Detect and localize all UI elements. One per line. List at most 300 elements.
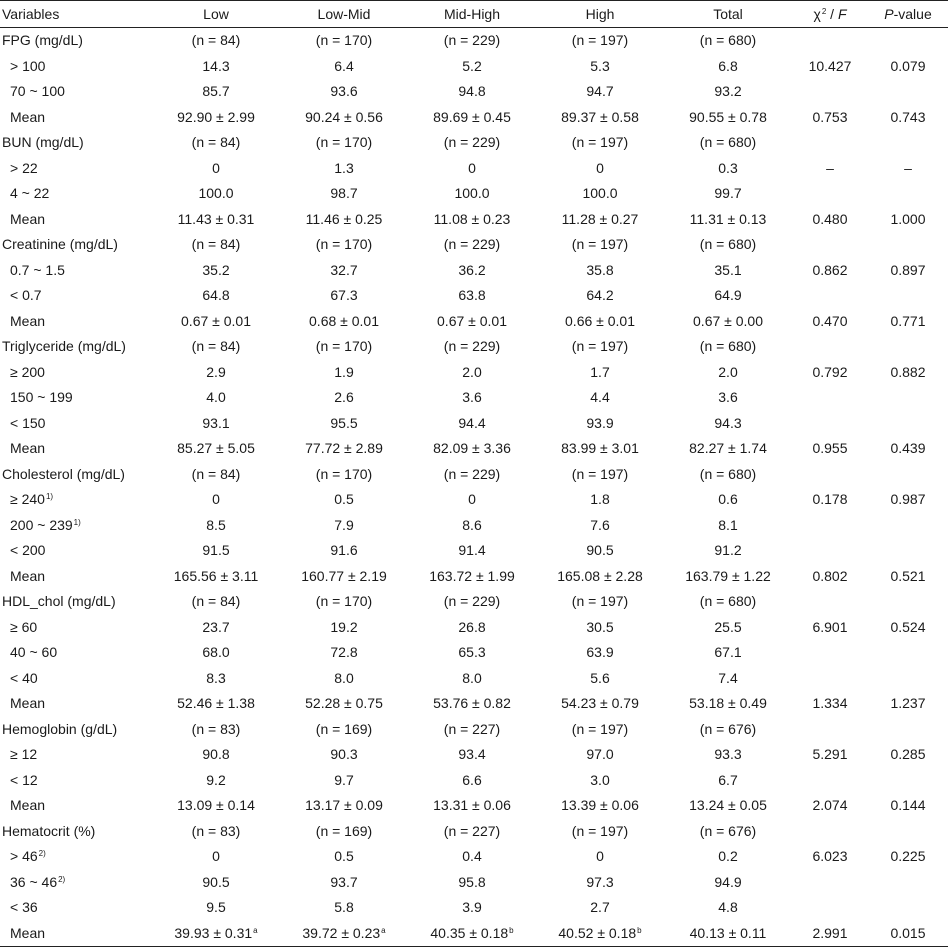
cell-total (664, 614, 792, 640)
cell-low (152, 614, 280, 640)
row-label-text: 4 ~ 22 (10, 185, 50, 202)
row-sublabel (0, 512, 152, 538)
cell-high (536, 665, 664, 691)
cell-value: 0.882 (890, 363, 926, 380)
cell-value: 6.901 (812, 618, 848, 635)
cell-value: 160.77 ± 2.19 (301, 567, 387, 584)
cell-value: (n = 170) (315, 134, 373, 151)
table-row (0, 257, 948, 283)
cell-value: (n = 170) (315, 32, 373, 49)
cell-value: 8.6 (462, 516, 482, 533)
row-label-text: HDL_chol (mg/dL) (2, 593, 116, 610)
cell-total (664, 257, 792, 283)
cell-value: 0.144 (890, 797, 926, 814)
header-mid-high: Mid-High (408, 1, 536, 28)
row-variable-label (0, 334, 152, 360)
cell-value: 63.8 (458, 287, 486, 304)
table-row (0, 334, 948, 360)
cell-total (664, 563, 792, 589)
cell-value: (n = 197) (571, 338, 629, 355)
cell-value: (n = 84) (191, 236, 241, 253)
cell-mid-high (408, 385, 536, 411)
cell-total (664, 436, 792, 462)
cell-value: 0 (212, 159, 220, 176)
cell-high (536, 742, 664, 768)
cell-total (664, 104, 792, 130)
header-chi-square-f (792, 1, 868, 28)
cell-value: (n = 83) (191, 822, 241, 839)
cell-chi-square-f (792, 691, 868, 717)
row-sublabel (0, 538, 152, 564)
cell-mid-high (408, 767, 536, 793)
table-row (0, 359, 948, 385)
cell-value: 2.7 (590, 899, 610, 916)
cell-high (536, 79, 664, 105)
cell-value: 7.9 (334, 516, 354, 533)
row-label-text: Mean (10, 210, 46, 227)
cell-low (152, 461, 280, 487)
cell-high (536, 920, 664, 946)
cell-value: 52.28 ± 0.75 (305, 695, 383, 712)
cell-low-mid (280, 920, 408, 946)
row-variable-label (0, 461, 152, 487)
row-label-text: < 150 (10, 414, 46, 431)
cell-value: 11.43 ± 0.31 (177, 210, 255, 227)
cell-total (664, 665, 792, 691)
cell-low-mid (280, 206, 408, 232)
cell-low (152, 410, 280, 436)
cell-value: 39.72 ± 0.23 (302, 924, 381, 941)
cell-high (536, 869, 664, 895)
cell-value: (n = 169) (315, 720, 373, 737)
cell-value: 100.0 (454, 185, 490, 202)
cell-value: 2.074 (812, 797, 848, 814)
cell-value: 2.9 (206, 363, 226, 380)
cell-total (664, 206, 792, 232)
cell-chi-square-f (792, 818, 868, 844)
cell-p-value (868, 436, 948, 462)
cell-value: 11.46 ± 0.25 (305, 210, 383, 227)
cell-total (664, 27, 792, 53)
row-label-text: 36 ~ 46 (10, 873, 58, 890)
cell-low (152, 665, 280, 691)
cell-chi-square-f (792, 181, 868, 207)
cell-total (664, 589, 792, 615)
table-row (0, 538, 948, 564)
cell-low (152, 920, 280, 946)
cell-low-mid (280, 487, 408, 513)
cell-mid-high (408, 53, 536, 79)
cell-high (536, 410, 664, 436)
table-row (0, 104, 948, 130)
cell-value: (n = 676) (699, 720, 757, 737)
table-row (0, 436, 948, 462)
cell-value: 100.0 (198, 185, 234, 202)
table-row (0, 155, 948, 181)
table-row (0, 385, 948, 411)
cell-high (536, 716, 664, 742)
cell-value: 14.3 (202, 57, 230, 74)
cell-chi-square-f (792, 27, 868, 53)
cell-low-mid (280, 869, 408, 895)
cell-value: 3.9 (462, 899, 482, 916)
cell-chi-square-f (792, 563, 868, 589)
chi-superscript: 2 (821, 6, 827, 16)
row-label-text: 40 ~ 60 (10, 644, 58, 661)
cell-value: 13.09 ± 0.14 (177, 797, 255, 814)
cell-p-value (868, 512, 948, 538)
cell-value: (n = 227) (443, 822, 501, 839)
cell-low (152, 308, 280, 334)
cell-value: 54.23 ± 0.79 (561, 695, 639, 712)
table-row (0, 410, 948, 436)
row-label-text: ≥ 12 (10, 746, 38, 763)
cell-p-value (868, 130, 948, 156)
cell-chi-square-f (792, 461, 868, 487)
table-row (0, 869, 948, 895)
cell-value: 0.524 (890, 618, 926, 635)
row-label-text: Hematocrit (%) (2, 822, 96, 839)
cell-low-mid (280, 538, 408, 564)
cell-value: 0.6 (718, 491, 738, 508)
cell-value: 90.8 (202, 746, 230, 763)
cell-value: 52.46 ± 1.38 (177, 695, 255, 712)
cell-value: (n = 676) (699, 822, 757, 839)
cell-value: 93.9 (586, 414, 614, 431)
cell-mid-high (408, 742, 536, 768)
cell-value: 90.55 ± 0.78 (689, 108, 767, 125)
cell-total (664, 232, 792, 258)
cell-value: 6.6 (462, 771, 482, 788)
cell-total (664, 844, 792, 870)
cell-value: 5.6 (590, 669, 610, 686)
cell-value: 0.67 ± 0.00 (693, 312, 763, 329)
cell-value: (n = 229) (443, 32, 501, 49)
cell-low-mid (280, 691, 408, 717)
cell-chi-square-f (792, 512, 868, 538)
p-italic: P (884, 5, 894, 22)
row-variable-label (0, 818, 152, 844)
cell-total (664, 895, 792, 921)
row-label-text: 150 ~ 199 (10, 389, 73, 406)
cell-value: 0 (596, 159, 604, 176)
cell-low-mid (280, 614, 408, 640)
cell-value: (n = 227) (443, 720, 501, 737)
cell-mid-high (408, 206, 536, 232)
cell-high (536, 538, 664, 564)
cell-value: 36.2 (458, 261, 486, 278)
row-label-text: Creatinine (mg/dL) (2, 236, 118, 253)
cell-chi-square-f (792, 359, 868, 385)
cell-value: 32.7 (330, 261, 358, 278)
cell-value: 83.99 ± 3.01 (561, 440, 639, 457)
header-total: Total (664, 1, 792, 28)
cell-total (664, 53, 792, 79)
cell-p-value (868, 614, 948, 640)
cell-p-value (868, 283, 948, 309)
row-sublabel (0, 665, 152, 691)
cell-chi-square-f (792, 538, 868, 564)
table-row (0, 742, 948, 768)
cell-value: 5.2 (462, 57, 482, 74)
cell-value: 13.39 ± 0.06 (561, 797, 639, 814)
row-label-text: Triglyceride (mg/dL) (2, 338, 126, 355)
cell-low (152, 206, 280, 232)
cell-value: (n = 229) (443, 465, 501, 482)
cell-value: 0.480 (812, 210, 848, 227)
table-body (0, 27, 948, 946)
cell-low (152, 104, 280, 130)
table-row (0, 640, 948, 666)
table-row (0, 79, 948, 105)
cell-value: 11.31 ± 0.13 (689, 210, 767, 227)
cell-mid-high (408, 793, 536, 819)
cell-mid-high (408, 920, 536, 946)
table-row (0, 691, 948, 717)
cell-value: 23.7 (202, 618, 230, 635)
cell-value: (n = 197) (571, 822, 629, 839)
cell-value: (n = 197) (571, 134, 629, 151)
cell-total (664, 461, 792, 487)
cell-mid-high (408, 27, 536, 53)
cell-chi-square-f (792, 53, 868, 79)
cell-total (664, 640, 792, 666)
cell-low (152, 487, 280, 513)
cell-p-value (868, 742, 948, 768)
cell-value: 72.8 (330, 644, 358, 661)
cell-low (152, 716, 280, 742)
cell-low (152, 79, 280, 105)
table-row (0, 27, 948, 53)
cell-value: 163.79 ± 1.22 (685, 567, 771, 584)
cell-low (152, 27, 280, 53)
cell-low (152, 767, 280, 793)
cell-p-value (868, 716, 948, 742)
cell-value: 13.24 ± 0.05 (689, 797, 767, 814)
row-sublabel (0, 742, 152, 768)
cell-value: 5.8 (334, 899, 354, 916)
row-label-text: Cholesterol (mg/dL) (2, 465, 125, 482)
cell-value: 0 (468, 491, 476, 508)
cell-value: 91.6 (330, 542, 358, 559)
cell-value: 93.4 (458, 746, 486, 763)
cell-value: 95.8 (458, 873, 486, 890)
cell-value: 40.35 ± 0.18 (430, 924, 509, 941)
header-p-value (868, 1, 948, 28)
row-label-text: ≥ 60 (10, 618, 38, 635)
row-label-text: 0.7 ~ 1.5 (10, 261, 65, 278)
row-sublabel (0, 691, 152, 717)
cell-high (536, 563, 664, 589)
significance-marker: a (381, 925, 386, 935)
cell-value: 0.3 (718, 159, 738, 176)
cell-p-value (868, 869, 948, 895)
cell-low-mid (280, 79, 408, 105)
row-sublabel (0, 895, 152, 921)
significance-marker: b (509, 925, 514, 935)
row-variable-label (0, 716, 152, 742)
cell-value: 26.8 (458, 618, 486, 635)
cell-high (536, 895, 664, 921)
cell-low (152, 742, 280, 768)
cell-value: 4.4 (590, 389, 610, 406)
cell-mid-high (408, 181, 536, 207)
cell-value: (n = 680) (699, 134, 757, 151)
cell-value: 9.7 (334, 771, 354, 788)
row-sublabel (0, 104, 152, 130)
cell-value: (n = 84) (191, 465, 241, 482)
cell-high (536, 232, 664, 258)
cell-value: 8.1 (718, 516, 738, 533)
cell-mid-high (408, 895, 536, 921)
cell-mid-high (408, 640, 536, 666)
cell-low-mid (280, 181, 408, 207)
cell-total (664, 359, 792, 385)
cell-value: 82.27 ± 1.74 (689, 440, 767, 457)
row-label-text: FPG (mg/dL) (2, 32, 83, 49)
row-sublabel (0, 614, 152, 640)
cell-high (536, 844, 664, 870)
cell-value: (n = 680) (699, 338, 757, 355)
cell-mid-high (408, 410, 536, 436)
cell-total (664, 308, 792, 334)
cell-low (152, 130, 280, 156)
cell-value: 95.5 (330, 414, 358, 431)
significance-marker: a (253, 925, 258, 935)
cell-high (536, 181, 664, 207)
table-row (0, 563, 948, 589)
cell-high (536, 589, 664, 615)
cell-low (152, 793, 280, 819)
cell-value: 7.6 (590, 516, 610, 533)
cell-total (664, 410, 792, 436)
cell-value: 6.4 (334, 57, 354, 74)
cell-p-value (868, 767, 948, 793)
table-row (0, 716, 948, 742)
cell-p-value (868, 640, 948, 666)
cell-value: 0.68 ± 0.01 (309, 312, 379, 329)
row-label-text: < 12 (10, 771, 38, 788)
cell-mid-high (408, 155, 536, 181)
cell-value: 0.178 (812, 491, 848, 508)
cell-total (664, 283, 792, 309)
cell-chi-square-f (792, 232, 868, 258)
table-row (0, 181, 948, 207)
cell-high (536, 767, 664, 793)
cell-low (152, 232, 280, 258)
cell-value: 0.743 (890, 108, 926, 125)
cell-value: 0.792 (812, 363, 848, 380)
cell-high (536, 461, 664, 487)
cell-value: 163.72 ± 1.99 (429, 567, 515, 584)
cell-value: 19.2 (330, 618, 358, 635)
cell-mid-high (408, 691, 536, 717)
cell-value: (n = 170) (315, 236, 373, 253)
cell-high (536, 104, 664, 130)
cell-value: 3.0 (590, 771, 610, 788)
footnote-marker: 1) (45, 492, 54, 502)
cell-total (664, 181, 792, 207)
cell-value: 0.862 (812, 261, 848, 278)
cell-low (152, 181, 280, 207)
cell-value: 0.753 (812, 108, 848, 125)
cell-low (152, 257, 280, 283)
cell-value: 165.08 ± 2.28 (557, 567, 643, 584)
cell-high (536, 359, 664, 385)
row-label-text: ≥ 240 (10, 491, 45, 508)
cell-low-mid (280, 742, 408, 768)
cell-low (152, 436, 280, 462)
table-row (0, 461, 948, 487)
row-variable-label (0, 589, 152, 615)
cell-value: 11.28 ± 0.27 (561, 210, 639, 227)
cell-p-value (868, 844, 948, 870)
cell-value: 8.3 (206, 669, 226, 686)
cell-value: 2.0 (462, 363, 482, 380)
cell-value: 0 (212, 848, 220, 865)
row-sublabel (0, 844, 152, 870)
p-rest: -value (893, 5, 932, 22)
cell-value: 97.3 (586, 873, 614, 890)
cell-value: (n = 170) (315, 593, 373, 610)
cell-low-mid (280, 53, 408, 79)
cell-total (664, 767, 792, 793)
row-sublabel (0, 359, 152, 385)
cell-value: (n = 680) (699, 593, 757, 610)
cell-value: 1.9 (334, 363, 354, 380)
cell-value: (n = 197) (571, 593, 629, 610)
cell-high (536, 818, 664, 844)
cell-low-mid (280, 130, 408, 156)
cell-value: 0.521 (890, 567, 926, 584)
cell-value: (n = 83) (191, 720, 241, 737)
cell-value: 93.2 (714, 83, 742, 100)
cell-value: 94.4 (458, 414, 486, 431)
cell-value: 0.802 (812, 567, 848, 584)
cell-low-mid (280, 461, 408, 487)
cell-value: (n = 680) (699, 32, 757, 49)
cell-value: 2.0 (718, 363, 738, 380)
cell-mid-high (408, 589, 536, 615)
cell-high (536, 436, 664, 462)
cell-low (152, 844, 280, 870)
row-label-text: > 46 (10, 848, 38, 865)
header-row (0, 1, 948, 28)
cell-value: (n = 229) (443, 338, 501, 355)
cell-value: 93.1 (202, 414, 230, 431)
cell-value: (n = 197) (571, 236, 629, 253)
cell-value: 0.4 (462, 848, 482, 865)
cell-chi-square-f (792, 895, 868, 921)
cell-value: 53.76 ± 0.82 (433, 695, 511, 712)
table-header (0, 1, 948, 28)
cell-low (152, 589, 280, 615)
cell-mid-high (408, 436, 536, 462)
cell-total (664, 79, 792, 105)
cell-mid-high (408, 818, 536, 844)
cell-value: (n = 197) (571, 32, 629, 49)
row-label-text: Mean (10, 440, 46, 457)
row-label-text: < 200 (10, 542, 46, 559)
cell-value: 6.7 (718, 771, 738, 788)
cell-mid-high (408, 130, 536, 156)
cell-high (536, 640, 664, 666)
row-label-text: > 100 (10, 57, 46, 74)
cell-chi-square-f (792, 793, 868, 819)
cell-value: (n = 229) (443, 236, 501, 253)
cell-p-value (868, 104, 948, 130)
cell-value: 99.7 (714, 185, 742, 202)
